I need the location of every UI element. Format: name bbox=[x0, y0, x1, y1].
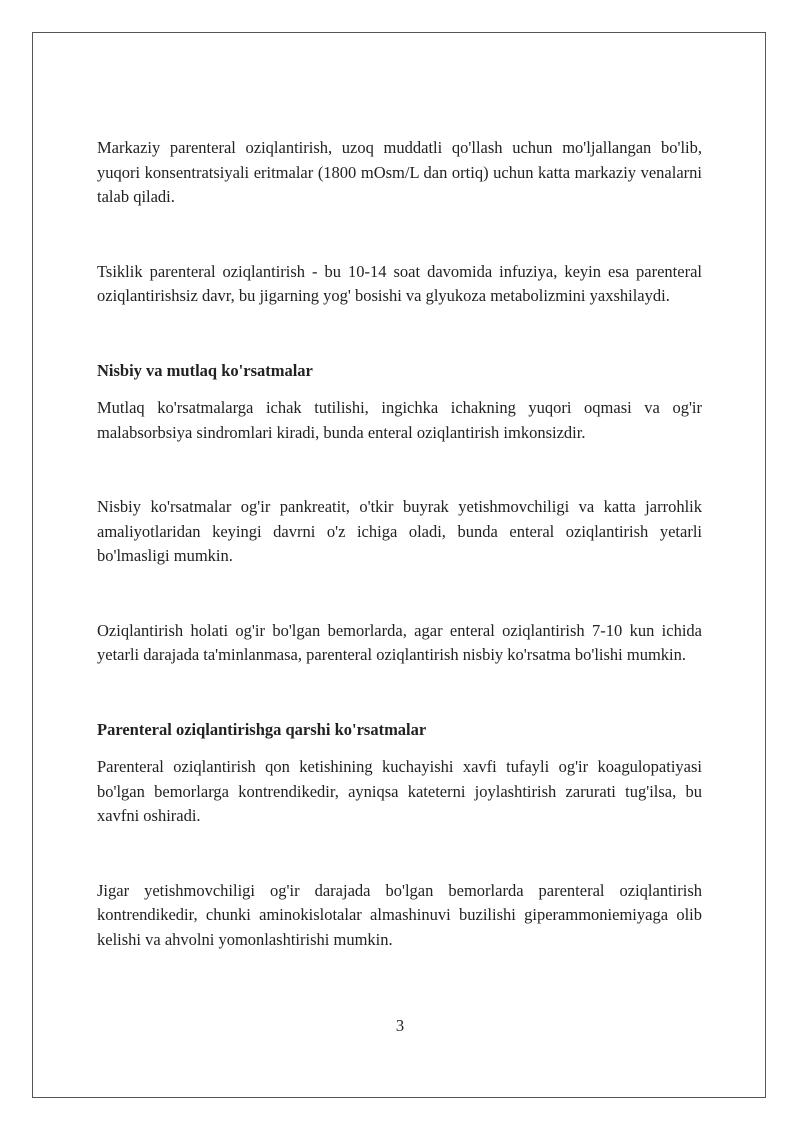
paragraph-central-parenteral: Markaziy parenteral oziqlantirish, uzoq muddatli qo'llash uchun mo'ljallangan bo'lib, yuqori konsentratsiyali eritmalar (1800 mOsm/L dan ortiq) uchun katta markaziy venalarni talab qiladi. bbox=[97, 138, 702, 206]
section-heading-contraindications: Parenteral oziqlantirishga qarshi ko'rsatmalar bbox=[97, 719, 427, 739]
paragraph-absolute-indications: Mutlaq ko'rsatmalarga ichak tutilishi, ingichka ichakning yuqori oqmasi va og'ir malabsorbsiya sindromlari kiradi, bunda enteral oziqlantirish imkonsizdir. bbox=[97, 398, 702, 442]
section-heading-indications: Nisbiy va mutlaq ko'rsatmalar bbox=[97, 360, 313, 380]
paragraph-cyclic-parenteral: Tsiklik parenteral oziqlantirish - bu 10-14 soat davomida infuziya, keyin esa parenteral oziqlantirishsiz davr, bu jigarning yog' bosishi va glyukoza metabolizmini yaxshilaydi. bbox=[97, 261, 702, 305]
page-number: 3 bbox=[395, 1016, 405, 1035]
paragraph-relative-indications: Nisbiy ko'rsatmalar og'ir pankreatit, o'tkir buyrak yetishmovchiligi va katta jarrohlik amaliyotlaridan keyingi davrni o'z ichiga oladi, bunda enteral oziqlantirish yetarli bo'lmasligi mumkin. bbox=[97, 497, 702, 565]
paragraph-liver-failure: Jigar yetishmovchiligi og'ir darajada bo'lgan bemorlarda parenteral oziqlantirish kontrendikedir, chunki aminokislotalar almashinuvi buzilishi giperammoniemiyaga olib kelishi va ahvolni yomonlashtirishi mumkin. bbox=[97, 880, 702, 949]
paragraph-coagulopathy: Parenteral oziqlantirish qon ketishining kuchayishi xavfi tufayli og'ir koagulopatiyasi bo'lgan bemorlarga kontrendikedir, ayniqsa kateterni joylashtirish zarurati tug'ilsa, bu xavfni oshiradi. bbox=[97, 757, 702, 825]
page-content bbox=[97, 136, 702, 952]
paragraph-nutrition-status: Oziqlantirish holati og'ir bo'lgan bemorlarda, agar enteral oziqlantirish 7-10 kun ichida yetarli darajada ta'minlanmasa, parenteral oziqlantirish nisbiy ko'rsatma bo'lishi mumkin. bbox=[97, 620, 702, 664]
